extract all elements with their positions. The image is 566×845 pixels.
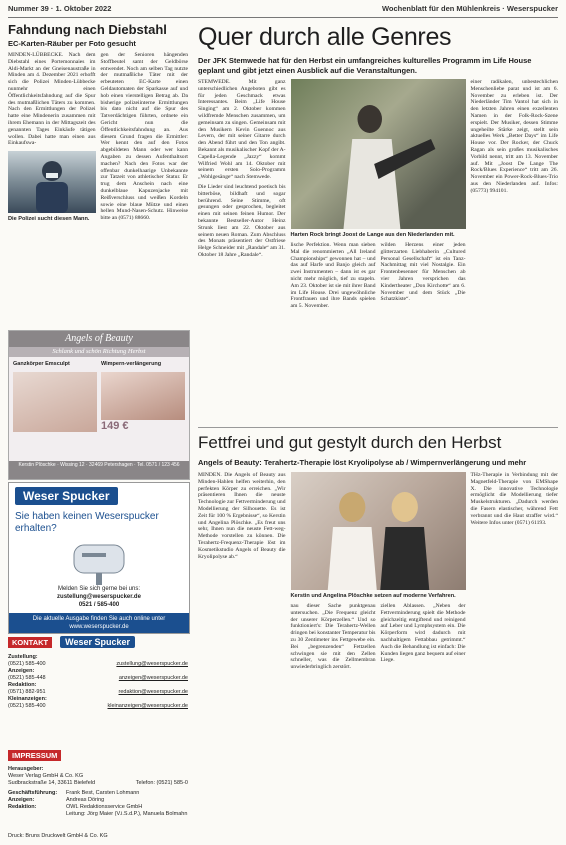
impressum-role-row xyxy=(8,804,188,811)
second-col4: THz-Therapie in Verbindung mit der Magnetfeld-Therapie von EMShape X. Die innovative Technologie ermöglicht die Modellierung tiefer Muskelstrukturen. „Dadurch werden die Fasern elastischer, während Fett verbrannt und die Haut straffer wird.“ Weitere Infos unter (0571) 61193. xyxy=(470,472,558,526)
beauty-advertisement xyxy=(8,330,190,480)
kontakt-row-details xyxy=(8,703,188,710)
left-article-col2: gen der Senioren hängenden Stoffbeutel samt der Geldbörse entwendet. Noch am selben Tag nutzte der mutmaßliche Täter mit der erbeuteten EC-Karte einen Geldautomaten der Sparkasse auf und hob einen vierstelligen Betrag ab. Da bisherige polizeiinterne Ermittlungen bis dato nicht auf die Spur des Tatverdächtigen führten, ordnete ein Gericht nun die Öffentlichkeitsfahndung an. Aus diesem Grund fragen die Ermittler: Wer kennt den auf den Fotos abgebildeten Mann oder wer kann Angaben zu dessen Aufenthaltsort machen? Nach den Fotos war der offenbar dunkelhaarige Unbekannte zur Tatzeit von athletischer Statur. Er trug dem Anschein nach eine dunkelblaue Kapuzenjacke mit Reißverschluss und weißen Kordeln sowie eine blaue Mütze und einen hellen Mund-Nasen-Schutz. Hinweise bitte an (0571) 88660. xyxy=(100,52,188,222)
kontakt-row-label: Kleinanzeigen: xyxy=(8,696,47,702)
publisher-name: Weser Verlag GmbH & Co. KG xyxy=(8,773,84,779)
impressum-names: Frank Best, Carsten Lohmann xyxy=(66,790,140,796)
impressum-names: Leitung: Jörg Maier (V.i.S.d.P.), Manuela Bolmahn xyxy=(66,811,188,817)
second-article-body xyxy=(198,472,558,671)
main-col3: lische Perfektion. Wenn man sieben Mal die renommierten „All Ireland Championships“ gewonnen hat – und das auf Harfe und Banjo gleich auf zwei Instrumenten – dann ist es gar nicht mehr möglich, tief zu stapeln. Am 23. Oktober ist sie mit ihrer Band im Life House. Drei ungewöhnliche Frontfrauen und ihre Bands spielen am 5. November. xyxy=(290,242,376,310)
kontakt-email[interactable]: redaktion@weserspucker.de xyxy=(118,689,188,695)
kontakt-email[interactable]: anzeigen@weserspucker.de xyxy=(118,675,188,681)
concert-photo xyxy=(291,79,466,229)
publisher-label: Herausgeber: xyxy=(8,766,44,772)
kontakt-rows xyxy=(8,654,188,710)
impressum-role xyxy=(8,811,60,818)
kontakt-section xyxy=(8,636,188,710)
article-divider xyxy=(198,427,558,428)
impressum-roles xyxy=(8,790,188,818)
main-article-body xyxy=(198,79,558,423)
mailbox-icon xyxy=(64,539,134,585)
weser-email[interactable]: zustellung@weserspucker.de xyxy=(57,594,141,600)
weser-contact-label: Melden Sie sich gerne bei uns: xyxy=(57,586,141,592)
suspect-photo xyxy=(8,151,96,213)
kontakt-row-details xyxy=(8,675,188,682)
second-col3: ziellen Ablassen. „Neben der Fettverminderung spielt die Methode gleichzeitig entgiftend und reinigend auf Leber und Lymphsystem ein. Die Körperform wird dadurch mit nachhaltigem Fettabbau getrimmt.“ Auch die Behandlung ist einfach: Die Kunden liegen ganz bequem auf einer Liege. xyxy=(380,603,466,664)
publisher-phone: Telefon: (0521) 585-0 xyxy=(135,780,188,786)
kontakt-row-details xyxy=(8,689,188,696)
impressum-section xyxy=(8,745,188,818)
kontakt-phone: (0521) 585-448 xyxy=(8,675,46,681)
person-icon xyxy=(8,151,95,213)
kontakt-row xyxy=(8,654,188,661)
beauty-tagline: Schlank und schön Richtung Herbst xyxy=(9,347,189,357)
left-article-subtitle: EC-Karten-Räuber per Foto gesucht xyxy=(8,39,136,48)
beauty-price: 149 € xyxy=(101,420,129,432)
kontakt-row xyxy=(8,696,188,703)
eye-lash-image xyxy=(101,372,185,420)
kontakt-row xyxy=(8,668,188,675)
guitarist-figure xyxy=(291,79,466,229)
kontakt-row xyxy=(8,682,188,689)
kontakt-row-label: Anzeigen: xyxy=(8,668,35,674)
impressum-role-row xyxy=(8,811,188,818)
kontakt-row-label: Zustellung: xyxy=(8,654,38,660)
impressum-label: IMPRESSUM xyxy=(8,750,61,761)
second-article-title: Fettfrei und gut gestylt durch den Herbst xyxy=(198,433,502,452)
second-col2: nau dieser Sache punktgenau untersuchen. „Die Frequenz gleicht der unserer Körperzellen.“ Und so funktioniert's: Die Terahertz-Wellen dringen bei konstanter Temperatur bis zu 30 Zentimeter ins Fettgewebe ein. Bei „begrenzenden“ Fettzellen schwingen sie mit den Zellen schneller, was die Zellmembran unwiederbringlich zerstört. xyxy=(290,603,376,671)
weserspucker-advertisement xyxy=(8,482,190,634)
impressum-role: Redaktion: xyxy=(8,804,37,810)
main-col4: wilden Herzens einer jeden glitterzarten Liebhaberin „Cultured Personal Gesellschaft“ ist ein Tanz-Nachmittag mit viel Nostalgie. Ein Frontenbesenner für Menschen ab vier Jahren versprichen das Kindertheater „Don Kirchotte“ am 6. November und dem Stück „Die Schatzkiste“. xyxy=(380,242,466,303)
kontakt-phone: (0571) 882-951 xyxy=(8,689,46,695)
main-col2: Die Lieder sind leuchtend poetisch bis bitterböse, bildhaft und sogar berührend. Seine Stimme, oft gesungen oder gesprochen, begleitet einen mit seinen feinen Humor. Der bekannte Bestseller-Autor Heinz Strunk liest am 22. Oktober aus seinem neuen Roman. Zum Abschluss des Monats präsentiert der Ostfriese Helge Schneider mit „Randale“ am 31. Oktober 18 Jahre „Randale“. xyxy=(198,183,286,258)
beauty-product1: Ganzkörper Emsculpt xyxy=(13,361,70,367)
weser-online-note[interactable]: Die aktuelle Ausgabe finden Sie auch online unter www.weserspucker.de xyxy=(9,613,189,633)
publisher-address: Sudbrackstraße 14, 33611 Bielefeld xyxy=(8,780,96,786)
impressum-role: Anzeigen: xyxy=(8,797,35,803)
kontakt-row-details xyxy=(8,661,188,668)
impressum-role-row xyxy=(8,797,188,804)
impressum-role: Geschäftsführung: xyxy=(8,790,58,796)
main-article-title: Quer durch alle Genres xyxy=(198,23,452,51)
impressum-role-row xyxy=(8,790,188,797)
second-article-subtitle: Angels of Beauty: Terahertz-Therapie löst Kryolipolyse ab / Wimpernverlängerung und mehr xyxy=(198,458,527,467)
left-article-col1: MINDEN-LÜBBECKE. Nach dem Diebstahl eines Portemonnaies im Aldi-Markt an der Gneisenaustraße in Minden am 4. Dezember 2021 erhofft sich die Polizei Minden-Lübbecke nunmehr einen Öffentlichkeitsfahndung auf die Spur des mutmaßlichen Täters zu kommen. Nach den Ermittlungen der Polizei hatte eine Mindenerin zusammen mit ihrem Ehemann in der Mittagszeit des genannten Tages Einkäufe tätigen wollen. Dabei hatte man einen aus Einkaufswa- xyxy=(8,52,96,147)
kontakt-logo: Weser Spucker xyxy=(60,636,135,648)
kontakt-email[interactable]: kleinanzeigen@weserspucker.de xyxy=(107,703,188,709)
page-header xyxy=(8,4,558,16)
beauty-footer: Kerstin Plöschke · Wissing 12 · 32469 Petershagen · Tel. 0571 / 123 456 xyxy=(9,461,189,479)
concert-photo-caption: Harten Rock bringt Joost de Lange aus den Niederlanden mit. xyxy=(290,232,455,238)
main-article-lead: Der JFK Stemwede hat für den Herbst ein umfangreiches kulturelles Programm im Life House geplant und gibt jetzt einen Ausblick auf die Veranstaltungen. xyxy=(198,56,532,75)
header-rule xyxy=(8,17,558,18)
kontakt-phone: (0521) 585-400 xyxy=(8,703,46,709)
kosmetik-photo-caption: Kerstin und Angelina Plöschke setzen auf moderne Verfahren. xyxy=(290,593,456,599)
weserspucker-logo: Weser Spucker xyxy=(15,487,118,505)
second-col1: MINDEN. Die Angels of Beauty aus Minden-Hahlen helfen weiterhin, den perfekten Körper zu erreichen. „Wir präsentieren Ihnen die neuste Technologie zur Fettverminderung und Modellierung der Silhouette. Es ist Zeit für 100 % Ergebnisse“, so Kerstin und Angelina Plöschke. „Es freut uns sehr, Ihnen nun die neuste Fett-weg-Methode vorstellen zu können. Die Terahertz-Frequenz-Therapie löst im Kosmetikstudio Angels of Beauty die Kryolipolyse ab.“ xyxy=(198,472,286,560)
weser-phone: 0521 / 585-400 xyxy=(78,602,120,608)
left-article-title: Fahndung nach Diebstahl xyxy=(8,22,167,37)
kontakt-email[interactable]: zustellung@weserspucker.de xyxy=(116,661,188,667)
main-col5: einer radikalen, unbestechlichen Menschenliebe parat und ist am 6. November zu erleben ist. Der Niederländer Tim Vantol hat sich in den letzten Jahren einen exzellenten Namen in der Folk-Rock-Szene erspielt. Der Musiker, dessen Stimme ungeheilte Stärke zeigt, stellt sein aktuelles Werk „Better Days“ im Life House vor. Der Rocker, der Chuck Ragan als sein großes musikalisches Vorbild nennt, tritt am 13. November auf. Mit „Joost De Lange The Rock/Blues Experience“ tritt am 26. November ein Power-Rock-Blues-Trio aus den Niederlanden auf. Infos: (05773) 994101. xyxy=(470,79,558,194)
impressum-names: Andreas Döring xyxy=(66,797,105,803)
right-column xyxy=(198,22,558,671)
publication-name: Wochenblatt für den Mühlenkreis · Weserspucker xyxy=(381,4,558,13)
weser-headline: Sie haben keinen Weserspucker erhalten? xyxy=(15,511,159,534)
druck-info: Druck: Bruns Druckwelt GmbH & Co. KG xyxy=(8,833,108,839)
beauty-brand: Angels of Beauty xyxy=(9,331,189,347)
body-silhouette-image xyxy=(13,372,97,432)
left-article-body xyxy=(8,52,188,223)
impressum-names: OWL Redaktionsservice GmbH xyxy=(66,804,143,810)
kontakt-phone: (0521) 585-400 xyxy=(8,661,46,667)
kontakt-row-label: Redaktion: xyxy=(8,682,37,688)
beauty-product2: Wimpern-verlängerung xyxy=(101,361,162,367)
issue-label: Nummer 39 · 1. Oktober 2022 xyxy=(8,4,112,13)
kontakt-label: KONTAKT xyxy=(8,637,52,648)
left-column xyxy=(8,22,188,223)
main-col1: STEMWEDE. Mit ganz unterschiedlichen Angeboten gibt es für jeden Geschmack etwas Interessantes. Beim „Life House Singing“ am 2. Oktober kommen wildfremde Menschen zusammen, um gemeinsam zu singen. Gemeinsam mit den Musikern Kevin Guennoc aus Levern, der mit seiner Gitarre durch den Abend führt und den Ton angibt. Bekannt als musikalischer Kopf der A-Capella-Legende „Jazzy“ kommt Wilfried Wohl am 14. Oktober mit seinem ersten Solo-Programm „Wohlgesänge“ nach Stemwede. xyxy=(198,79,286,181)
suspect-photo-caption: Die Polizei sucht diesen Mann. xyxy=(8,216,90,223)
kosmetik-photo xyxy=(291,472,466,590)
two-women-figure xyxy=(291,472,466,590)
